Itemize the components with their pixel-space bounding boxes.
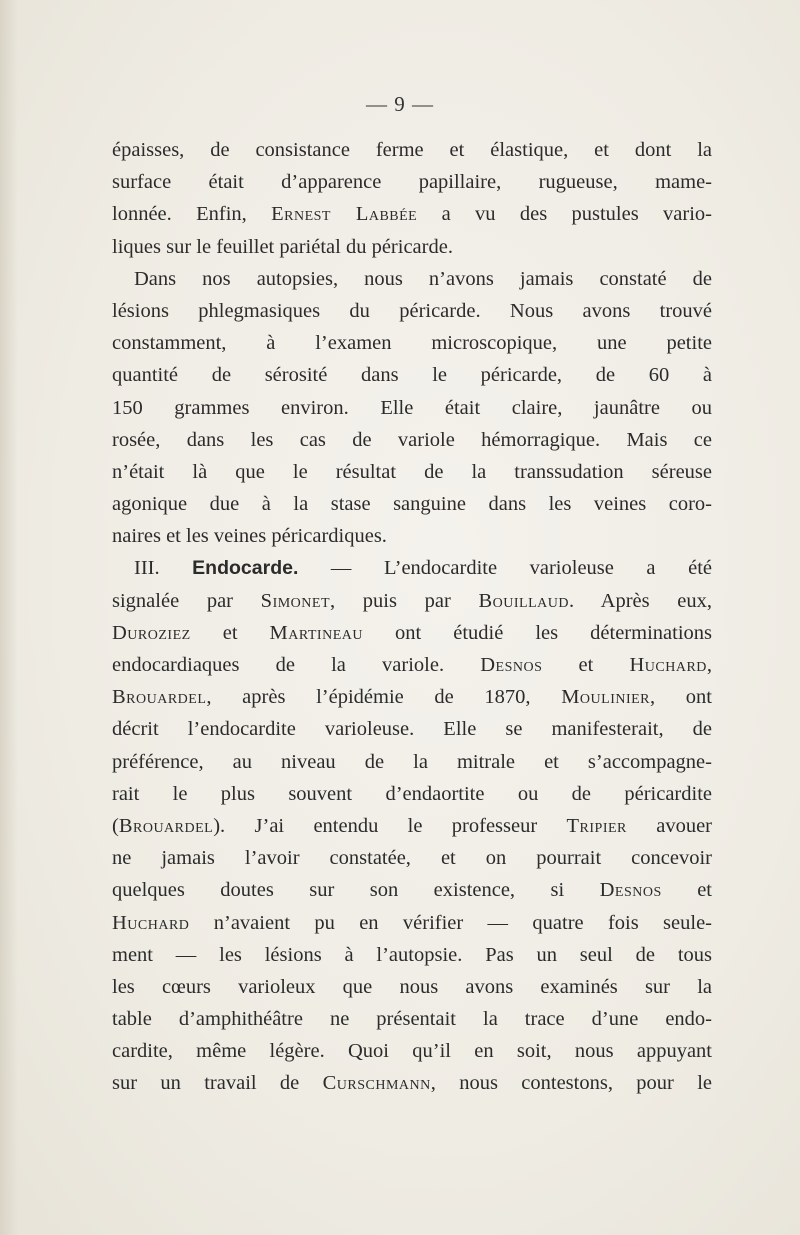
author-name: Tripier [566, 814, 627, 837]
text-run: ( [112, 814, 119, 837]
text-run: ont étudié les déterminations [362, 621, 712, 644]
text-line [112, 392, 712, 424]
body-text [112, 134, 712, 1100]
author-name: Brouardel [118, 814, 214, 837]
text-run: et [661, 879, 712, 902]
author-name: Huchard [112, 911, 190, 934]
author-name: Desnos [480, 654, 543, 676]
text-run: 150 grammes environ. Elle était claire, jaunâtre ou [112, 396, 712, 419]
text-run: sur un travail de [112, 1072, 323, 1095]
text-line [112, 327, 712, 359]
author-name: Simonet [260, 589, 331, 612]
text-run: n’était là que le résultat de la transsudation séreuse [112, 460, 712, 483]
text-line [112, 778, 712, 810]
author-name: Ernest Labbée [271, 203, 418, 226]
text-run: , puis par [330, 589, 479, 612]
author-name: Moulinier [561, 686, 651, 709]
text-run: endocardiaques de la variole. [112, 654, 481, 676]
text-run: ne jamais l’avoir constatée, et on pourrait concevoir [112, 847, 712, 870]
text-line [112, 939, 712, 971]
text-line [112, 971, 712, 1003]
text-run: agonique due à la stase sanguine dans les veines coro- [112, 493, 712, 516]
text-run: naires et les veines péricardiques. [112, 525, 387, 548]
text-run: , après l’épidémie de 1870, [206, 686, 562, 709]
page-number: — 9 — [366, 92, 434, 116]
text-line [112, 1067, 712, 1099]
text-line [112, 681, 712, 713]
author-name: Martineau [269, 621, 363, 644]
text-run: n’avaient pu en vérifier — quatre fois seule- [189, 911, 712, 934]
text-run: les cœurs varioleux que nous avons examinés sur la [112, 975, 712, 998]
text-run: et [190, 621, 270, 644]
text-run: , ont [650, 686, 712, 709]
author-name: Duroziez [112, 621, 191, 644]
text-line [112, 359, 712, 391]
text-run: épaisses, de consistance ferme et élastique, et dont la [112, 139, 712, 161]
author-name: Desnos [599, 879, 662, 902]
text-run: a vu des pustules vario- [417, 203, 712, 226]
text-line [112, 456, 712, 488]
text-line [112, 295, 712, 327]
text-line [112, 198, 712, 230]
text-run: . Après eux, [568, 589, 712, 612]
text-run: cardite, même légère. Quoi qu’il en soit, nous appuyant [112, 1040, 712, 1063]
text-line [112, 424, 712, 456]
author-name: Brouardel [112, 686, 207, 709]
text-line [112, 1035, 712, 1067]
text-run: table d’amphithéâtre ne présentait la trace d’une endo- [112, 1008, 712, 1031]
text-run: rait le plus souvent d’endaortite ou de péricardite [112, 782, 712, 805]
author-name: Bouillaud [478, 589, 569, 612]
text-line [112, 713, 712, 745]
text-run: constamment, à l’examen microscopique, une petite [112, 332, 712, 355]
text-run: , [706, 654, 713, 676]
text-run: III. [134, 557, 193, 580]
page-edge-shadow [0, 0, 18, 1235]
text-line [112, 263, 712, 295]
text-run: rosée, dans les cas de variole hémorragique. Mais ce [112, 428, 712, 451]
text-line [112, 166, 712, 198]
text-run: décrit l’endocardite varioleuse. Elle se manifesterait, de [112, 718, 712, 741]
text-line [112, 231, 712, 263]
author-name: Huchard [629, 654, 707, 676]
text-run: signalée par [112, 589, 261, 612]
text-line [112, 552, 712, 584]
text-line [112, 520, 712, 552]
text-run: lonnée. Enfin, [112, 203, 272, 226]
text-run: quelques doutes sur son existence, si [112, 879, 600, 902]
section-heading: Endocarde. [192, 557, 299, 580]
text-run: et [542, 654, 630, 676]
text-run: , nous contestons, pour le [430, 1072, 712, 1095]
text-run: lésions phlegmasiques du péricarde. Nous avons trouvé [112, 299, 712, 322]
text-line [112, 488, 712, 520]
author-name: Curschmann [322, 1072, 431, 1095]
text-run: liques sur le feuillet pariétal du péricarde. [112, 235, 453, 258]
text-line [112, 874, 712, 906]
text-run: ment — les lésions à l’autopsie. Pas un seul de tous [112, 943, 712, 966]
text-line [112, 134, 712, 166]
text-run: Dans nos autopsies, nous n’avons jamais constaté de [134, 267, 712, 290]
text-run: — L’endocardite varioleuse a été [298, 557, 712, 580]
text-line [112, 907, 712, 939]
text-line [112, 617, 712, 649]
text-run: ). J’ai entendu le professeur [213, 814, 567, 837]
text-line [112, 810, 712, 842]
text-line [112, 649, 712, 681]
text-line [112, 585, 712, 617]
text-line [112, 1003, 712, 1035]
text-run: quantité de sérosité dans le péricarde, de 60 à [112, 364, 712, 387]
text-line [112, 746, 712, 778]
text-run: surface était d’apparence papillaire, rugueuse, mame- [112, 171, 712, 194]
text-line [112, 842, 712, 874]
text-run: avouer [626, 814, 712, 837]
text-run: préférence, au niveau de la mitrale et s’accompagne- [112, 750, 712, 773]
